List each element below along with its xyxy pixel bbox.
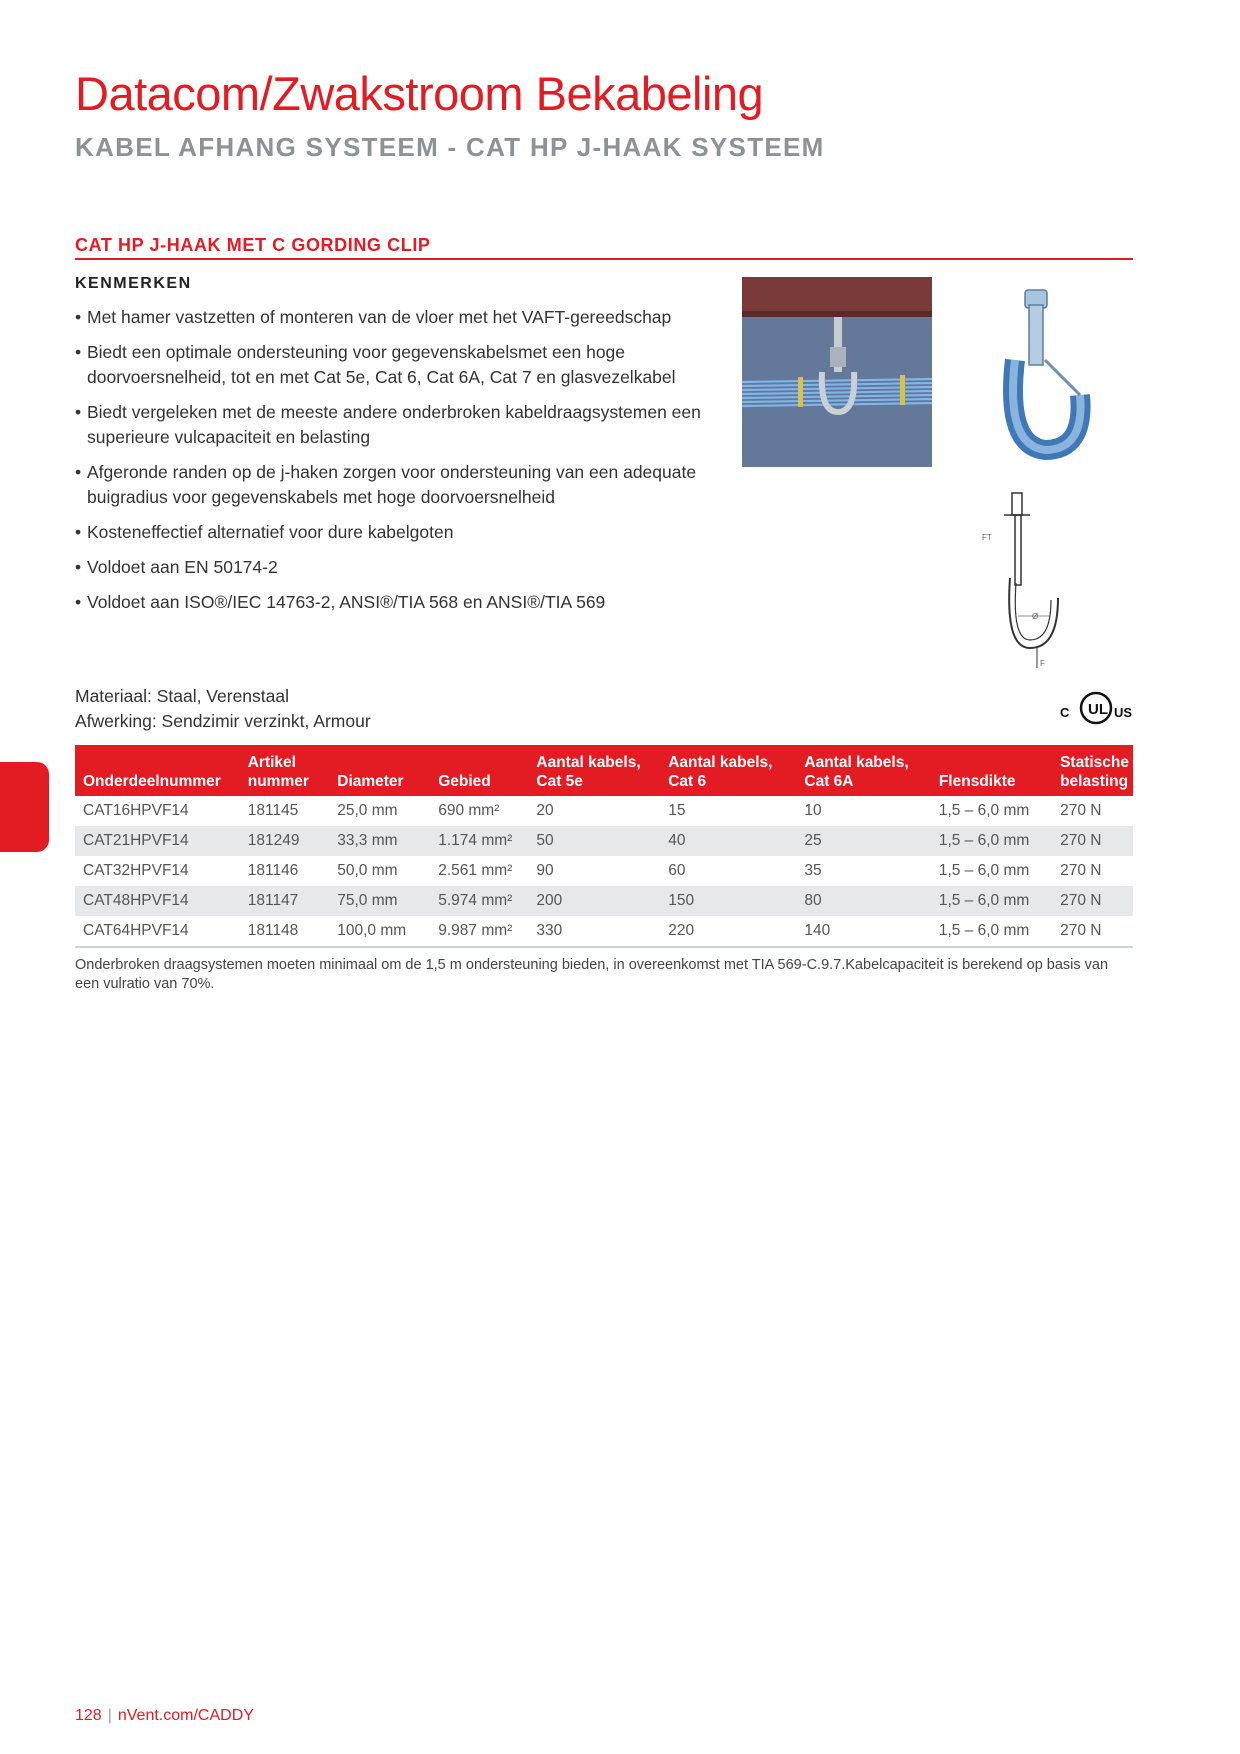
table-row: [75, 796, 1133, 826]
ft-label: FT: [982, 533, 992, 542]
features-list: [75, 305, 730, 625]
svg-text:US: US: [1114, 705, 1133, 720]
table-cell: 150: [660, 886, 796, 916]
footer-site-link[interactable]: nVent.com/CADDY: [117, 1707, 254, 1724]
table-cell: 35: [804, 862, 822, 879]
col-header: Flensdikte: [931, 745, 1052, 796]
table-cell: CAT64HPVF14: [75, 916, 240, 947]
features-heading: KENMERKEN: [75, 275, 192, 292]
chapter-tab: [0, 762, 49, 852]
table-cell: 690 mm²: [438, 802, 500, 819]
table-cell: CAT32HPVF14: [83, 862, 189, 879]
table-cell: 270 N: [1060, 802, 1102, 819]
material-info: [75, 684, 371, 734]
f-label: F: [1040, 659, 1045, 668]
section-divider: [75, 258, 1133, 260]
table-cell: 181147: [240, 886, 330, 916]
table-cell: 270 N: [1052, 826, 1133, 856]
table-cell: 270 N: [1060, 862, 1102, 879]
table-cell: 20: [536, 802, 554, 819]
spec-table: [75, 745, 1133, 948]
table-cell: 181146: [247, 862, 299, 879]
feature-item: • Met hamer vastzetten of monteren van de vloer met het VAFT-gereedschap: [75, 307, 672, 327]
table-cell: 25,0 mm: [337, 802, 398, 819]
page-footer: [75, 1707, 254, 1725]
table-row: [75, 856, 1133, 886]
table-cell: 50: [528, 826, 660, 856]
table-cell: CAT48HPVF14: [75, 886, 240, 916]
table-cell: 33,3 mm: [329, 826, 430, 856]
table-cell: 90: [536, 862, 554, 879]
table-cell: 1,5 – 6,0 mm: [931, 916, 1052, 947]
table-cell: 60: [668, 862, 686, 879]
page-subtitle: KABEL AFHANG SYSTEEM - CAT HP J-HAAK SYSTEEM: [75, 132, 825, 162]
col-header: Gebied: [430, 745, 528, 796]
ul-certification-logo: [1058, 690, 1134, 726]
table-cell: 220: [660, 916, 796, 947]
col-header: Artikel nummer: [240, 745, 330, 796]
col-header: Diameter: [329, 745, 430, 796]
table-row: [75, 826, 1133, 856]
table-cell: 9.987 mm²: [430, 916, 528, 947]
table-cell: 80: [796, 886, 930, 916]
table-header-row: [75, 745, 1133, 796]
feature-item: • Afgeronde randen op de j-haken zorgen voor ondersteuning van een adequate buigradius voor gegevenskabels met hoge doorvoersnelheid: [75, 462, 697, 507]
table-cell: 50,0 mm: [337, 862, 398, 879]
footer-separator: |: [107, 1707, 112, 1724]
table-cell: 1.174 mm²: [430, 826, 528, 856]
table-cell: 100,0 mm: [329, 916, 430, 947]
col-header: Aantal kabels, Cat 6A: [796, 745, 930, 796]
table-cell: 15: [668, 802, 686, 819]
table-row: [75, 916, 1133, 947]
table-cell: 1,5 – 6,0 mm: [931, 886, 1052, 916]
table-cell: 140: [796, 916, 930, 947]
feature-item: • Voldoet aan EN 50174-2: [75, 557, 278, 577]
table-cell: 25: [796, 826, 930, 856]
diameter-label: Ø: [1032, 612, 1039, 621]
table-cell: 200: [528, 886, 660, 916]
table-cell: 270 N: [1052, 916, 1133, 947]
table-cell: CAT21HPVF14: [75, 826, 240, 856]
table-cell: CAT16HPVF14: [83, 802, 189, 819]
feature-item: • Kosteneffectief alternatief voor dure kabelgoten: [75, 522, 454, 542]
col-header: Onderdeelnummer: [75, 745, 240, 796]
j-hook-product-image: [985, 285, 1095, 465]
table-cell: 181249: [240, 826, 330, 856]
table-cell: 5.974 mm²: [430, 886, 528, 916]
technical-drawing: [980, 488, 1070, 683]
col-header: Statische belasting: [1052, 745, 1133, 796]
table-cell: 40: [660, 826, 796, 856]
table-cell: 181145: [247, 802, 299, 819]
col-header: Aantal kabels, Cat 5e: [528, 745, 660, 796]
table-cell: 1,5 – 6,0 mm: [931, 826, 1052, 856]
feature-item: • Voldoet aan ISO®/IEC 14763-2, ANSI®/TIA 568 en ANSI®/TIA 569: [75, 592, 606, 612]
installation-photo: [742, 277, 932, 467]
svg-text:C: C: [1060, 705, 1070, 720]
page-number: 128: [75, 1707, 102, 1724]
table-row: [75, 886, 1133, 916]
table-cell: 10: [804, 802, 822, 819]
material-text: Materiaal: Staal, Verenstaal: [75, 686, 290, 706]
table-cell: 181148: [240, 916, 330, 947]
table-cell: 330: [528, 916, 660, 947]
feature-item: • Biedt vergeleken met de meeste andere onderbroken kabeldraagsystemen een superieure vulcapaciteit en belasting: [75, 402, 701, 447]
svg-text:UL: UL: [1088, 701, 1108, 718]
finish-text: Afwerking: Sendzimir verzinkt, Armour: [75, 711, 371, 731]
table-cell: 1,5 – 6,0 mm: [938, 862, 1030, 879]
table-cell: 270 N: [1052, 886, 1133, 916]
table-cell: 2.561 mm²: [438, 862, 513, 879]
feature-item: • Biedt een optimale ondersteuning voor gegevenskabelsmet een hoge doorvoersnelheid, tot en met Cat 5e, Cat 6, Cat 6A, Cat 7 en glasvezelkabel: [75, 342, 676, 387]
table-cell: 1,5 – 6,0 mm: [938, 802, 1030, 819]
footnote: Onderbroken draagsystemen moeten minimaal om de 1,5 m ondersteuning bieden, in overeenkomst met TIA 569-C.9.7.Kabelcapaciteit is berekend op basis van een vulratio van 70%.: [75, 957, 1109, 992]
col-header: Aantal kabels, Cat 6: [660, 745, 796, 796]
table-cell: 75,0 mm: [329, 886, 430, 916]
section-title: CAT HP J-HAAK MET C GORDING CLIP: [75, 235, 431, 255]
page-title: Datacom/Zwakstroom Bekabeling: [75, 67, 764, 120]
